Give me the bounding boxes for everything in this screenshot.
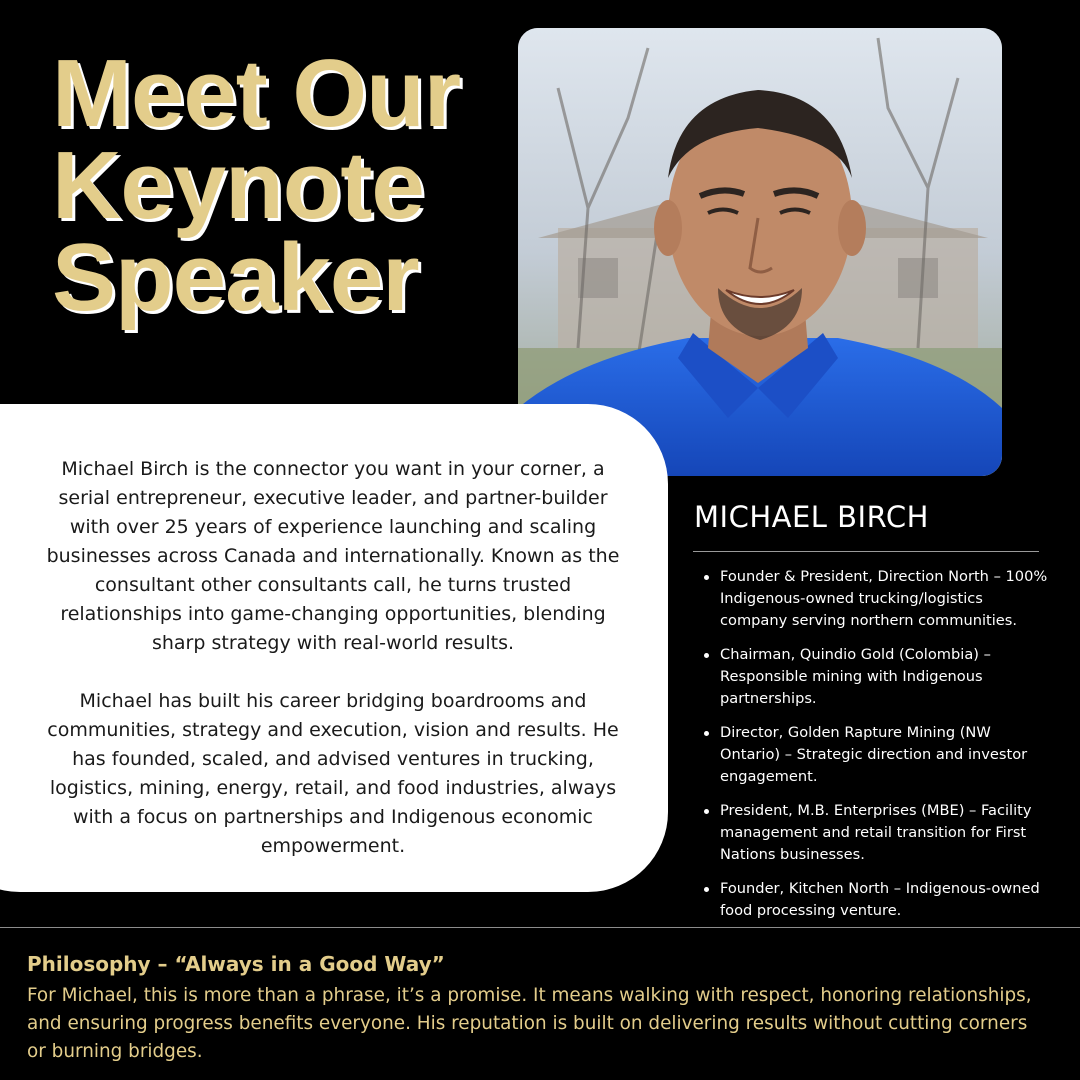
role-item: Director, Golden Rapture Mining (NW Ontario) – Strategic direction and investor engagement.	[704, 722, 1054, 788]
philosophy-title: Philosophy – “Always in a Good Way”	[27, 952, 445, 976]
section-divider	[0, 927, 1080, 928]
page-title	[52, 40, 612, 331]
headline-line-3: Speaker	[52, 224, 419, 331]
speaker-name: MICHAEL BIRCH	[694, 500, 929, 534]
bio-paragraph-2: Michael has built his career bridging boardrooms and communities, strategy and execution, vision and results. He has founded, scaled, and advised ventures in trucking, logistics, mining, energy, retail, and food industries, always with a focus on partnerships and Indigenous economic empowerment.	[47, 690, 619, 857]
bio-paragraph-1: Michael Birch is the connector you want in your corner, a serial entrepreneur, executive leader, and partner-builder with over 25 years of experience launching and scaling businesses across Canada and internationally. Known as the consultant other consultants call, he turns trusted relationships into game-changing opportunities, blending sharp strategy with real-world results.	[46, 458, 620, 654]
headline-line-1: Meet Our	[52, 40, 461, 147]
role-item: Founder & President, Direction North – 100% Indigenous-owned trucking/logistics company serving northern communities.	[704, 566, 1054, 632]
philosophy-text: For Michael, this is more than a phrase, it’s a promise. It means walking with respect, honoring relationships, and ensuring progress benefits everyone. His reputation is built on delivering results without cutting corners or burning bridges.	[27, 985, 1032, 1062]
headline-line-2: Keynote	[52, 132, 424, 239]
role-item: Chairman, Quindio Gold (Colombia) – Responsible mining with Indigenous partnerships.	[704, 644, 1054, 710]
roles-list	[704, 566, 1054, 934]
role-item: Founder, Kitchen North – Indigenous-owned food processing venture.	[704, 878, 1054, 922]
name-divider	[693, 551, 1039, 552]
role-item: President, M.B. Enterprises (MBE) – Facility management and retail transition for First Nations businesses.	[704, 800, 1054, 866]
bio-text	[36, 455, 630, 861]
